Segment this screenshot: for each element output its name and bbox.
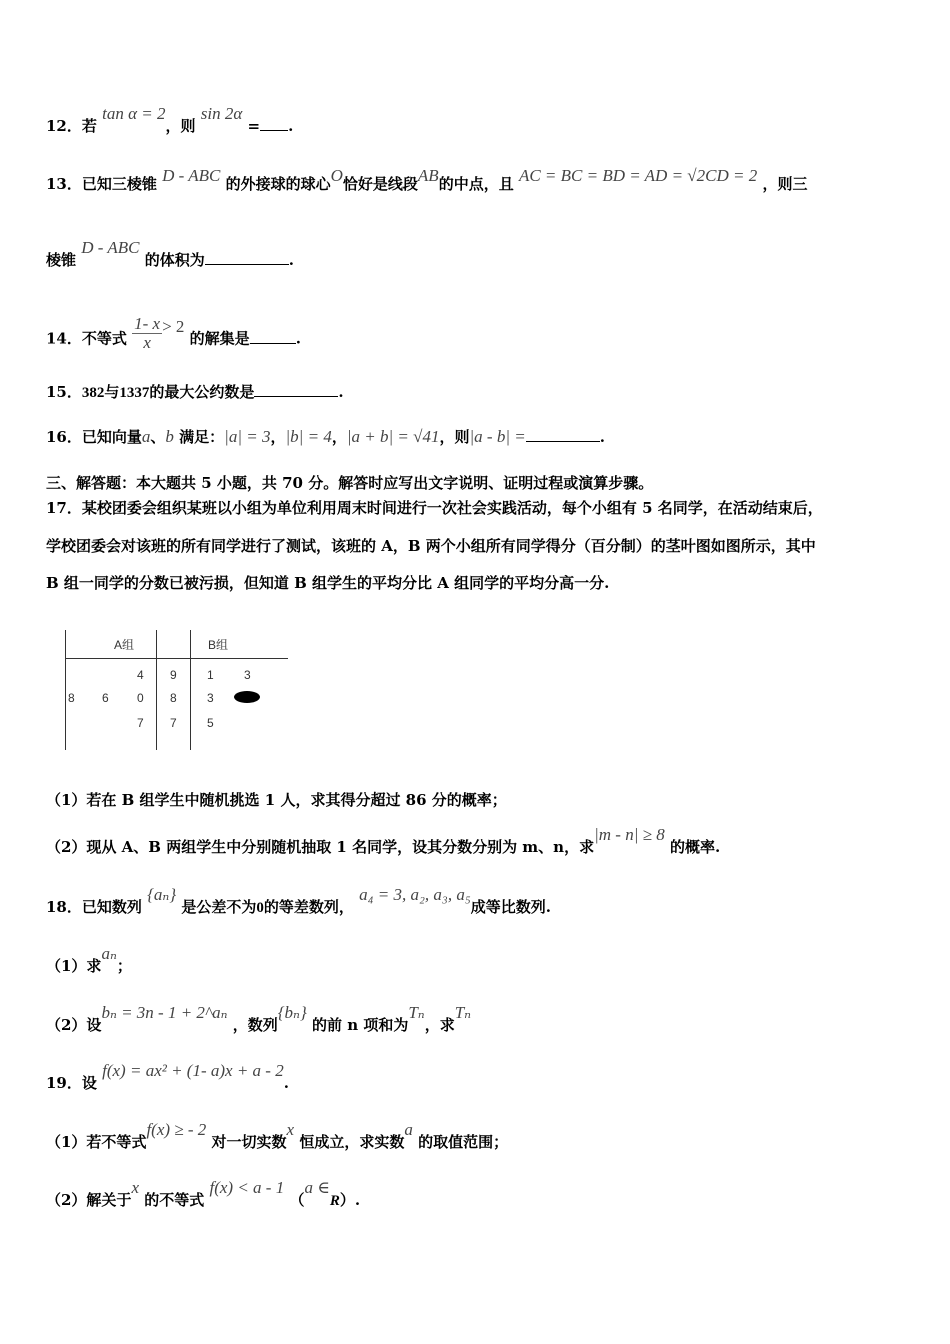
math-sequence-a: {aₙ} xyxy=(147,885,177,904)
math-b-n-def: bₙ = 3n - 1 + 2^aₙ xyxy=(101,1003,228,1022)
stem-value: 7 xyxy=(170,716,177,730)
question-number: 13． xyxy=(46,175,82,193)
section-heading: 三、解答题：本大题共 5 小题，共 70 分。解答时应写出文字说明、证明过程或演算步骤。 xyxy=(46,474,654,492)
math-sequence-b: {bₙ} xyxy=(277,1003,307,1022)
math-edge-lengths: AC = BC = BD = AD = √2CD = 2 xyxy=(518,166,758,185)
math-real-set: R xyxy=(329,1193,340,1209)
math-t-n: Tₙ xyxy=(408,1003,425,1022)
math-inequality-1: f(x) ≥ - 2 xyxy=(146,1120,207,1139)
question-17-line-1: 17．某校团委会组织某班以小组为单位利用周末时间进行一次社会实践活动，每个小组有 5 名同学，在活动结束后， xyxy=(46,499,823,517)
vector-a: a xyxy=(141,427,151,446)
stem-value: 8 xyxy=(170,691,177,705)
leaf-a: 0 xyxy=(137,691,144,705)
math-segment-ab: AB xyxy=(417,166,439,185)
question-number: 12． xyxy=(46,117,82,135)
math-tan-alpha: tan α = 2 xyxy=(102,104,166,123)
answer-blank xyxy=(526,427,600,442)
math-tetrahedron: D - ABC xyxy=(162,166,221,185)
math-a-in: a ∈ xyxy=(304,1178,330,1197)
question-13-cont: 棱锥 D - ABC 的体积为 . xyxy=(46,238,294,269)
math-geometric-terms: a₄ = 3, a₂, a₃, a₅ xyxy=(359,885,471,904)
math-fraction: $\frac{1- x}{x}$ xyxy=(134,314,161,352)
question-19: 19．设 f(x) = ax² + (1- a)x + a - 2. xyxy=(46,1061,289,1092)
leaf-a: 8 xyxy=(68,691,75,705)
math-x: x xyxy=(131,1178,139,1197)
question-19-part-1: （1）若不等式f(x) ≥ - 2 对一切实数x 恒成立，求实数a 的取值范围； xyxy=(46,1120,509,1151)
math-abs-m-n: |m - n| ≥ 8 xyxy=(594,825,665,844)
leaf-b: 3 xyxy=(244,668,251,682)
ink-stain xyxy=(234,691,260,703)
question-12: 12．若 tan α = 2，则 sin 2α = . xyxy=(46,104,294,135)
question-18-part-1: （1）求aₙ； xyxy=(46,944,132,975)
stem-leaf-plot xyxy=(58,628,298,752)
question-17-part-2: （2）现从 A、B 两组学生中分别随机抽取 1 名同学，设其分数分别为 m、n，求|m - n| ≥ 8 的概率. xyxy=(46,825,721,856)
question-17-line-3: B 组一同学的分数已被污损，但知道 B 组学生的平均分比 A 组同学的平均分高一分. xyxy=(46,574,610,592)
answer-blank xyxy=(205,250,289,265)
math-center-o: O xyxy=(330,166,343,185)
question-17-line-2: 学校团委会对该班的所有同学进行了测试，该班的 A，B 两个小组所有同学得分（百分制）的茎叶图如图所示，其中 xyxy=(46,537,816,555)
leaf-b: 3 xyxy=(207,691,214,705)
math-inequality-2: f(x) < a - 1 xyxy=(209,1178,285,1197)
math-gt-2: > 2 xyxy=(162,316,185,336)
question-19-part-2: （2）解关于x 的不等式 f(x) < a - 1 （a ∈R）. xyxy=(46,1178,361,1209)
math-tetrahedron: D - ABC xyxy=(81,238,140,257)
question-number: 18． xyxy=(46,898,82,916)
vector-b: b xyxy=(165,427,174,446)
leaf-a: 7 xyxy=(137,716,144,730)
math-x: x xyxy=(286,1120,295,1139)
question-18: 18．已知数列 {aₙ} 是公差不为0的等差数列， a₄ = 3, a₂, a₃, a₅成等比数列. xyxy=(46,885,551,916)
math-a: a xyxy=(404,1120,413,1139)
question-number: 14． xyxy=(46,329,82,348)
question-14: 14．不等式 $\frac{1- x}{x}$ > 2 的解集是 . xyxy=(46,314,301,352)
question-number: 16． xyxy=(46,428,82,446)
stem-value: 9 xyxy=(170,668,177,682)
math-a-n: aₙ xyxy=(101,944,117,963)
math-norm-a-plus-b: |a + b| = √41 xyxy=(346,427,440,446)
question-17-part-1: （1）若在 B 组学生中随机挑选 1 人，求其得分超过 86 分的概率； xyxy=(46,791,507,809)
answer-blank xyxy=(250,329,296,344)
answer-blank xyxy=(260,116,288,131)
question-18-part-2: （2）设bₙ = 3n - 1 + 2^aₙ ，数列{bₙ} 的前 n 项和为Tₙ，求Tₙ xyxy=(46,1003,472,1034)
math-norm-a-minus-b: |a - b| = xyxy=(469,427,526,446)
math-function-f: f(x) = ax² + (1- a)x + a - 2 xyxy=(102,1061,284,1080)
leaf-a: 4 xyxy=(137,668,144,682)
math-t-n: Tₙ xyxy=(454,1003,472,1022)
question-16: 16．已知向量a、b 满足：|a| = 3，|b| = 4，|a + b| = √41，则|a - b| = . xyxy=(46,427,605,446)
leaf-b: 1 xyxy=(207,668,214,682)
math-norm-b: |b| = 4 xyxy=(285,427,332,446)
question-number: 19． xyxy=(46,1074,82,1092)
answer-blank xyxy=(254,382,338,397)
math-norm-a: |a| = 3 xyxy=(224,427,271,446)
question-13: 13．已知三棱锥 D - ABC 的外接球的球心O恰好是线段AB的中点，且 AC = BC = BD = AD = √2CD = 2 ，则三 xyxy=(46,166,808,193)
group-a-header: A组 xyxy=(114,638,135,652)
leaf-b: 5 xyxy=(207,716,214,730)
leaf-a: 6 xyxy=(102,691,109,705)
question-number: 15． xyxy=(46,383,82,401)
math-sin-2alpha: sin 2α xyxy=(200,104,243,123)
group-b-header: B组 xyxy=(208,638,229,652)
question-15: 15．382与1337的最大公约数是 . xyxy=(46,383,344,401)
